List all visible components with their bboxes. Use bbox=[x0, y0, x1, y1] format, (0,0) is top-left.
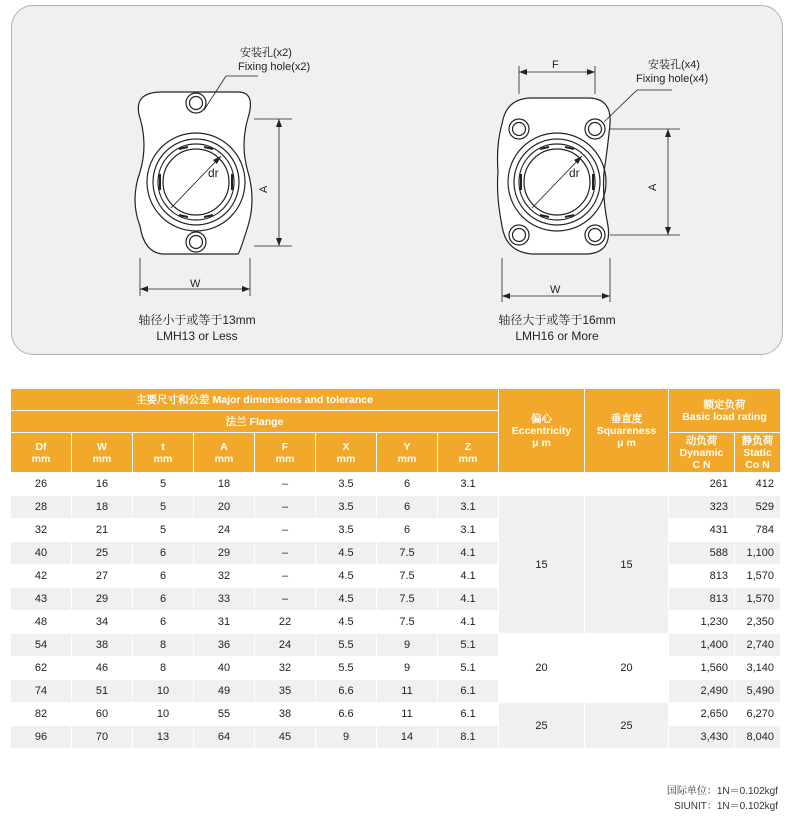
unit-note-cn: 国际单位：1N＝0.102kgf bbox=[666, 786, 778, 797]
cell-a: 36 bbox=[194, 634, 255, 657]
table-row bbox=[11, 473, 781, 496]
col-y-unit: mm bbox=[397, 452, 417, 465]
cell-t: 8 bbox=[133, 657, 194, 680]
cell-f: – bbox=[255, 496, 316, 519]
cell-dynamic: 2,490 bbox=[669, 680, 735, 703]
cell-t: 6 bbox=[133, 588, 194, 611]
cell-w: 34 bbox=[72, 611, 133, 634]
cell-f: 22 bbox=[255, 611, 316, 634]
right-dim-a: A bbox=[647, 183, 659, 191]
cell-z: 4.1 bbox=[438, 565, 499, 588]
col-a-name: A bbox=[220, 440, 228, 453]
cell-dynamic: 431 bbox=[669, 519, 735, 542]
cell-df: 32 bbox=[11, 519, 72, 542]
col-df bbox=[11, 433, 72, 473]
col-w-unit: mm bbox=[92, 452, 112, 465]
col-w bbox=[72, 433, 133, 473]
cell-t: 6 bbox=[133, 611, 194, 634]
col-f-name: F bbox=[281, 440, 289, 453]
cell-x: 5.5 bbox=[316, 657, 377, 680]
cell-f: 24 bbox=[255, 634, 316, 657]
cell-x: 4.5 bbox=[316, 542, 377, 565]
cell-y: 6 bbox=[377, 473, 438, 496]
cell-a: 18 bbox=[194, 473, 255, 496]
col-x-name: X bbox=[342, 440, 350, 453]
cell-static: 529 bbox=[735, 496, 781, 519]
col-t bbox=[133, 433, 194, 473]
static-en2: Co N bbox=[745, 458, 770, 471]
cell-w: 18 bbox=[72, 496, 133, 519]
cell-a: 31 bbox=[194, 611, 255, 634]
left-hole-label-en: Fixing hole(x2) bbox=[238, 61, 311, 73]
cell-dynamic: 813 bbox=[669, 565, 735, 588]
right-hole-label-en: Fixing hole(x4) bbox=[636, 73, 709, 85]
cell-squareness-group-1: 15 bbox=[585, 496, 669, 634]
rating-cn: 额定负荷 bbox=[703, 398, 746, 411]
col-z bbox=[438, 433, 499, 473]
flange-header: 法兰 Flange bbox=[11, 411, 499, 433]
col-t-unit: mm bbox=[153, 452, 173, 465]
rating-en: Basic load rating bbox=[682, 410, 767, 423]
col-f bbox=[255, 433, 316, 473]
cell-squareness-group-2: 20 bbox=[585, 634, 669, 703]
cell-t: 5 bbox=[133, 519, 194, 542]
col-dynamic bbox=[669, 433, 735, 473]
col-t-name: t bbox=[161, 440, 165, 453]
cell-y: 11 bbox=[377, 680, 438, 703]
col-x-unit: mm bbox=[336, 452, 356, 465]
spec-table bbox=[10, 388, 781, 749]
cell-dynamic: 323 bbox=[669, 496, 735, 519]
cell-a: 33 bbox=[194, 588, 255, 611]
cell-static: 1,100 bbox=[735, 542, 781, 565]
cell-eccentricity-blank bbox=[499, 473, 585, 496]
cell-w: 29 bbox=[72, 588, 133, 611]
cell-f: 45 bbox=[255, 726, 316, 749]
cell-z: 4.1 bbox=[438, 542, 499, 565]
cell-w: 51 bbox=[72, 680, 133, 703]
left-dr-label: dr bbox=[208, 166, 219, 180]
cell-z: 6.1 bbox=[438, 703, 499, 726]
cell-a: 32 bbox=[194, 565, 255, 588]
cell-w: 38 bbox=[72, 634, 133, 657]
cell-df: 40 bbox=[11, 542, 72, 565]
cell-z: 3.1 bbox=[438, 519, 499, 542]
static-cn: 静负荷 bbox=[741, 434, 774, 447]
cell-y: 7.5 bbox=[377, 565, 438, 588]
left-hole-label-cn: 安装孔(x2) bbox=[240, 47, 292, 59]
cell-a: 49 bbox=[194, 680, 255, 703]
unit-note-en: SIUNIT：1N＝0.102kgf bbox=[674, 801, 778, 812]
eccentricity-header bbox=[499, 389, 585, 473]
cell-y: 14 bbox=[377, 726, 438, 749]
left-dim-a: A bbox=[258, 185, 270, 193]
cell-static: 6,270 bbox=[735, 703, 781, 726]
cell-x: 3.5 bbox=[316, 496, 377, 519]
cell-t: 13 bbox=[133, 726, 194, 749]
col-a-unit: mm bbox=[214, 452, 234, 465]
table-row bbox=[11, 496, 781, 519]
left-dim-w: W bbox=[190, 278, 201, 290]
col-z-unit: mm bbox=[458, 452, 478, 465]
cell-f: – bbox=[255, 588, 316, 611]
cell-a: 29 bbox=[194, 542, 255, 565]
cell-df: 74 bbox=[11, 680, 72, 703]
cell-static: 1,570 bbox=[735, 565, 781, 588]
cell-dynamic: 813 bbox=[669, 588, 735, 611]
cell-static: 784 bbox=[735, 519, 781, 542]
cell-squareness-group-3: 25 bbox=[585, 703, 669, 749]
col-f-unit: mm bbox=[275, 452, 295, 465]
col-df-name: Df bbox=[35, 440, 47, 453]
cell-t: 6 bbox=[133, 542, 194, 565]
static-en1: Static bbox=[743, 446, 772, 459]
cell-y: 7.5 bbox=[377, 588, 438, 611]
cell-a: 40 bbox=[194, 657, 255, 680]
cell-f: – bbox=[255, 542, 316, 565]
cell-dynamic: 1,400 bbox=[669, 634, 735, 657]
table-row bbox=[11, 703, 781, 726]
left-caption bbox=[112, 312, 282, 344]
col-x bbox=[316, 433, 377, 473]
right-dim-w: W bbox=[550, 284, 561, 296]
cell-static: 2,350 bbox=[735, 611, 781, 634]
cell-z: 4.1 bbox=[438, 611, 499, 634]
col-y bbox=[377, 433, 438, 473]
cell-a: 64 bbox=[194, 726, 255, 749]
cell-df: 82 bbox=[11, 703, 72, 726]
cell-df: 42 bbox=[11, 565, 72, 588]
cell-y: 6 bbox=[377, 519, 438, 542]
cell-t: 6 bbox=[133, 565, 194, 588]
cell-eccentricity-group-2: 20 bbox=[499, 634, 585, 703]
cell-x: 4.5 bbox=[316, 588, 377, 611]
cell-y: 11 bbox=[377, 703, 438, 726]
cell-eccentricity-group-1: 15 bbox=[499, 496, 585, 634]
right-dim-f: F bbox=[552, 59, 559, 71]
col-static bbox=[735, 433, 781, 473]
right-caption-en: LMH16 or More bbox=[515, 329, 599, 343]
right-caption-cn: 轴径大于或等于16mm bbox=[498, 313, 616, 327]
cell-t: 10 bbox=[133, 680, 194, 703]
cell-z: 3.1 bbox=[438, 496, 499, 519]
cell-df: 28 bbox=[11, 496, 72, 519]
eccentricity-unit: μ m bbox=[532, 436, 551, 449]
cell-x: 4.5 bbox=[316, 611, 377, 634]
left-caption-cn: 轴径小于或等于13mm bbox=[138, 313, 256, 327]
cell-y: 6 bbox=[377, 496, 438, 519]
cell-df: 96 bbox=[11, 726, 72, 749]
cell-y: 7.5 bbox=[377, 611, 438, 634]
left-caption-en: LMH13 or Less bbox=[156, 329, 238, 343]
col-df-unit: mm bbox=[31, 452, 51, 465]
cell-z: 5.1 bbox=[438, 657, 499, 680]
right-caption bbox=[472, 312, 642, 344]
cell-f: 32 bbox=[255, 657, 316, 680]
cell-a: 55 bbox=[194, 703, 255, 726]
cell-t: 5 bbox=[133, 473, 194, 496]
cell-a: 24 bbox=[194, 519, 255, 542]
cell-z: 5.1 bbox=[438, 634, 499, 657]
cell-w: 70 bbox=[72, 726, 133, 749]
cell-a: 20 bbox=[194, 496, 255, 519]
cell-df: 43 bbox=[11, 588, 72, 611]
cell-w: 60 bbox=[72, 703, 133, 726]
cell-dynamic: 2,650 bbox=[669, 703, 735, 726]
right-hole-label-cn: 安装孔(x4) bbox=[648, 59, 700, 71]
eccentricity-cn: 偏心 bbox=[531, 412, 552, 425]
cell-static: 8,040 bbox=[735, 726, 781, 749]
cell-f: 35 bbox=[255, 680, 316, 703]
cell-static: 5,490 bbox=[735, 680, 781, 703]
col-w-name: W bbox=[97, 440, 107, 453]
cell-z: 8.1 bbox=[438, 726, 499, 749]
cell-w: 46 bbox=[72, 657, 133, 680]
cell-dynamic: 1,560 bbox=[669, 657, 735, 680]
squareness-cn: 垂直度 bbox=[610, 412, 643, 425]
cell-static: 412 bbox=[735, 473, 781, 496]
cell-f: 38 bbox=[255, 703, 316, 726]
cell-f: – bbox=[255, 473, 316, 496]
cell-static: 1,570 bbox=[735, 588, 781, 611]
col-y-name: Y bbox=[403, 440, 411, 453]
flange-drawings bbox=[12, 6, 782, 354]
cell-static: 3,140 bbox=[735, 657, 781, 680]
cell-x: 4.5 bbox=[316, 565, 377, 588]
cell-dynamic: 588 bbox=[669, 542, 735, 565]
cell-y: 9 bbox=[377, 657, 438, 680]
squareness-unit: μ m bbox=[617, 436, 636, 449]
cell-f: – bbox=[255, 519, 316, 542]
cell-dynamic: 1,230 bbox=[669, 611, 735, 634]
dynamic-en1: Dynamic bbox=[679, 446, 724, 459]
cell-x: 6.6 bbox=[316, 680, 377, 703]
cell-dynamic: 261 bbox=[669, 473, 735, 496]
cell-static: 2,740 bbox=[735, 634, 781, 657]
cell-x: 6.6 bbox=[316, 703, 377, 726]
cell-z: 4.1 bbox=[438, 588, 499, 611]
cell-x: 5.5 bbox=[316, 634, 377, 657]
cell-squareness-blank bbox=[585, 473, 669, 496]
cell-y: 7.5 bbox=[377, 542, 438, 565]
main-dimensions-header: 主要尺寸和公差 Major dimensions and tolerance bbox=[11, 389, 499, 411]
cell-z: 6.1 bbox=[438, 680, 499, 703]
cell-x: 3.5 bbox=[316, 519, 377, 542]
squareness-header bbox=[585, 389, 669, 473]
cell-w: 27 bbox=[72, 565, 133, 588]
load-rating-header bbox=[669, 389, 781, 433]
right-dr-label: dr bbox=[569, 166, 580, 180]
col-z-name: Z bbox=[464, 440, 472, 453]
cell-f: – bbox=[255, 565, 316, 588]
cell-w: 16 bbox=[72, 473, 133, 496]
dynamic-en2: C N bbox=[692, 458, 711, 471]
cell-t: 5 bbox=[133, 496, 194, 519]
cell-y: 9 bbox=[377, 634, 438, 657]
cell-z: 3.1 bbox=[438, 473, 499, 496]
cell-w: 21 bbox=[72, 519, 133, 542]
eccentricity-en: Eccentricity bbox=[511, 424, 572, 437]
cell-dynamic: 3,430 bbox=[669, 726, 735, 749]
dynamic-cn: 动负荷 bbox=[685, 434, 718, 447]
cell-x: 3.5 bbox=[316, 473, 377, 496]
cell-df: 62 bbox=[11, 657, 72, 680]
squareness-en: Squareness bbox=[596, 424, 657, 437]
cell-df: 54 bbox=[11, 634, 72, 657]
cell-x: 9 bbox=[316, 726, 377, 749]
col-a bbox=[194, 433, 255, 473]
cell-df: 48 bbox=[11, 611, 72, 634]
cell-t: 10 bbox=[133, 703, 194, 726]
cell-df: 26 bbox=[11, 473, 72, 496]
table-row bbox=[11, 634, 781, 657]
cell-eccentricity-group-3: 25 bbox=[499, 703, 585, 749]
cell-t: 8 bbox=[133, 634, 194, 657]
diagram-panel bbox=[11, 5, 783, 355]
cell-w: 25 bbox=[72, 542, 133, 565]
